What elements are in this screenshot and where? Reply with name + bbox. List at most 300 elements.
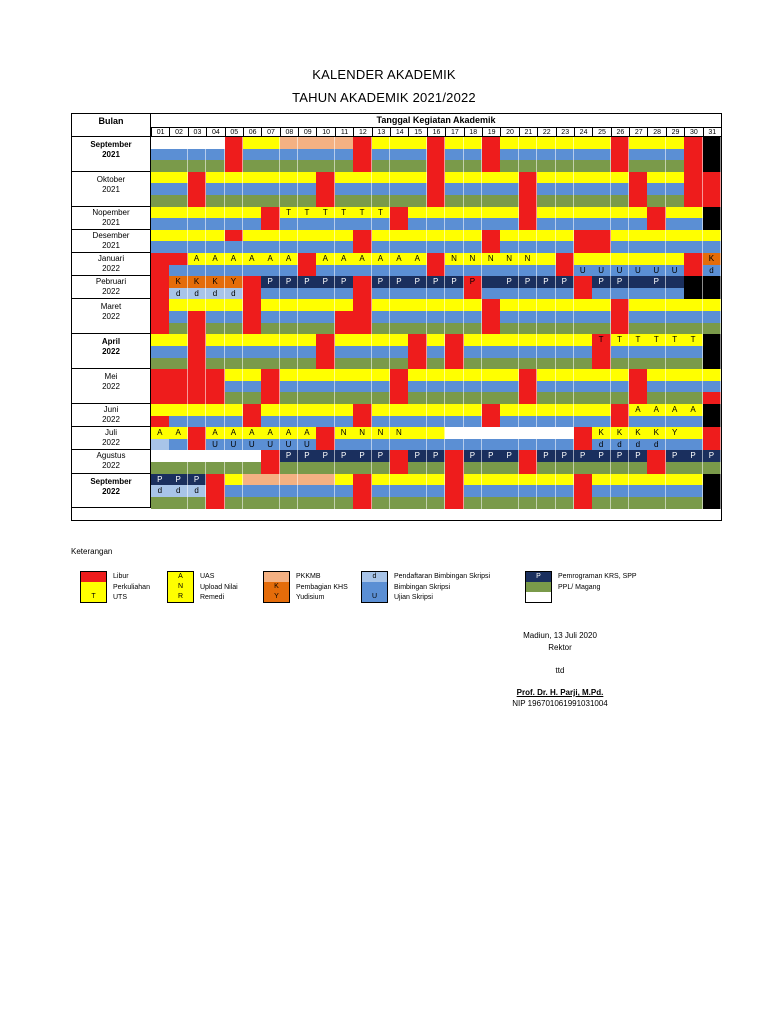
legend-label: UAS — [200, 573, 215, 580]
day-cell — [629, 183, 648, 195]
day-cell — [684, 253, 703, 265]
day-cell: K — [629, 427, 648, 439]
day-cell — [519, 392, 538, 404]
academic-calendar-grid — [71, 113, 722, 521]
day-cell — [703, 323, 722, 335]
day-cell — [611, 462, 630, 474]
day-cell — [225, 172, 244, 184]
day-cell — [666, 311, 685, 323]
day-cell — [592, 485, 611, 497]
day-cell — [537, 462, 556, 474]
day-cell — [482, 149, 501, 161]
day-cell — [298, 392, 317, 404]
day-cell — [353, 311, 372, 323]
day-header-13: 13 — [372, 127, 390, 137]
month-label — [72, 207, 151, 230]
day-cell — [390, 207, 409, 219]
day-header-03: 03 — [188, 127, 206, 137]
day-cell — [316, 462, 335, 474]
day-cell — [298, 265, 317, 277]
legend-heading: Keterangan — [71, 547, 113, 556]
day-cell: U — [666, 265, 685, 277]
day-cell — [390, 346, 409, 358]
day-cell — [316, 311, 335, 323]
day-cell: P — [280, 276, 299, 288]
day-cell — [408, 474, 427, 486]
day-cell — [372, 218, 391, 230]
day-cell — [335, 381, 354, 393]
day-cell — [206, 485, 225, 497]
day-cell — [537, 485, 556, 497]
month-label — [72, 474, 151, 509]
day-cell — [390, 404, 409, 416]
day-cell — [464, 265, 483, 277]
day-header-01: 01 — [151, 127, 169, 137]
day-cell — [188, 299, 207, 311]
day-cell — [335, 311, 354, 323]
day-cell: N — [353, 427, 372, 439]
day-cell — [261, 323, 280, 335]
day-cell — [243, 149, 262, 161]
day-cell — [684, 137, 703, 149]
day-cell — [335, 288, 354, 300]
day-cell — [225, 265, 244, 277]
day-cell — [445, 137, 464, 149]
day-cell — [408, 241, 427, 253]
day-cell — [445, 299, 464, 311]
day-cell — [427, 416, 446, 428]
day-cell — [592, 497, 611, 509]
day-cell — [280, 288, 299, 300]
day-cell — [537, 299, 556, 311]
day-cell: P — [647, 276, 666, 288]
day-cell — [169, 195, 188, 207]
day-cell — [151, 462, 170, 474]
day-cell — [298, 358, 317, 370]
day-cell — [519, 485, 538, 497]
month-year: 2021 — [102, 217, 120, 227]
day-cell — [629, 218, 648, 230]
day-cell: P — [445, 276, 464, 288]
day-cell — [537, 381, 556, 393]
day-cell: K — [647, 427, 666, 439]
day-cell: A — [206, 427, 225, 439]
day-cell — [280, 485, 299, 497]
day-cell — [243, 485, 262, 497]
day-header-25: 25 — [592, 127, 610, 137]
month-label — [72, 276, 151, 299]
day-cell — [684, 195, 703, 207]
day-header-20: 20 — [500, 127, 518, 137]
day-cell — [335, 137, 354, 149]
day-cell — [372, 311, 391, 323]
day-cell — [408, 462, 427, 474]
day-cell — [464, 160, 483, 172]
day-cell — [353, 381, 372, 393]
day-cell — [556, 485, 575, 497]
day-cell — [574, 288, 593, 300]
day-cell — [372, 230, 391, 242]
month-label — [72, 299, 151, 334]
day-cell — [574, 323, 593, 335]
day-header-24: 24 — [574, 127, 592, 137]
day-cell — [427, 474, 446, 486]
day-cell: P — [261, 276, 280, 288]
day-cell — [206, 265, 225, 277]
day-cell — [556, 381, 575, 393]
day-cell: N — [482, 253, 501, 265]
day-cell — [703, 381, 722, 393]
day-cell — [556, 404, 575, 416]
day-cell — [482, 288, 501, 300]
day-cell — [445, 323, 464, 335]
day-cell — [188, 427, 207, 439]
legend-label: Upload Nilai — [200, 583, 238, 591]
day-cell — [629, 381, 648, 393]
day-cell — [666, 172, 685, 184]
day-cell — [537, 392, 556, 404]
day-cell — [151, 392, 170, 404]
day-cell — [206, 172, 225, 184]
day-cell — [427, 253, 446, 265]
day-cell — [611, 323, 630, 335]
day-cell — [684, 288, 703, 300]
day-cell — [647, 288, 666, 300]
day-cell: N — [390, 427, 409, 439]
day-cell — [519, 149, 538, 161]
day-cell — [427, 323, 446, 335]
day-cell — [243, 474, 262, 486]
day-cell: U — [225, 439, 244, 451]
day-cell — [225, 160, 244, 172]
day-cell — [261, 497, 280, 509]
day-cell — [243, 137, 262, 149]
day-cell — [280, 299, 299, 311]
day-cell — [243, 416, 262, 428]
day-cell — [225, 218, 244, 230]
day-cell — [390, 241, 409, 253]
month-year: 2022 — [102, 414, 120, 424]
day-cell — [482, 474, 501, 486]
day-cell — [390, 172, 409, 184]
day-cell — [151, 358, 170, 370]
day-cell — [225, 137, 244, 149]
day-cell — [684, 218, 703, 230]
day-cell: T — [611, 334, 630, 346]
day-cell — [408, 485, 427, 497]
day-cell — [647, 474, 666, 486]
day-cell — [464, 346, 483, 358]
day-cell — [169, 207, 188, 219]
day-cell — [666, 149, 685, 161]
day-cell — [335, 358, 354, 370]
day-cell: U — [206, 439, 225, 451]
day-cell — [316, 497, 335, 509]
day-header-05: 05 — [225, 127, 243, 137]
day-cell — [169, 183, 188, 195]
day-cell — [390, 230, 409, 242]
day-cell — [427, 404, 446, 416]
day-cell — [353, 195, 372, 207]
day-cell — [206, 392, 225, 404]
day-cell — [188, 183, 207, 195]
day-cell — [408, 149, 427, 161]
day-cell — [372, 299, 391, 311]
day-cell — [537, 160, 556, 172]
day-cell — [500, 137, 519, 149]
day-cell — [151, 334, 170, 346]
day-cell — [372, 474, 391, 486]
day-cell — [445, 346, 464, 358]
day-cell — [280, 474, 299, 486]
day-cell: P — [519, 276, 538, 288]
day-cell — [445, 183, 464, 195]
day-cell — [611, 346, 630, 358]
day-cell — [280, 218, 299, 230]
day-cell — [464, 288, 483, 300]
day-cell — [390, 358, 409, 370]
day-cell — [427, 183, 446, 195]
day-cell — [298, 346, 317, 358]
day-cell — [408, 497, 427, 509]
day-header-23: 23 — [556, 127, 574, 137]
day-cell: P — [500, 276, 519, 288]
day-cell — [225, 207, 244, 219]
day-cell — [316, 149, 335, 161]
day-cell: d — [647, 439, 666, 451]
month-label — [72, 172, 151, 207]
day-cell — [537, 253, 556, 265]
day-cell — [427, 381, 446, 393]
day-cell — [500, 497, 519, 509]
day-cell — [519, 311, 538, 323]
legend-label: PPL/ Magang — [558, 583, 601, 591]
day-cell — [556, 230, 575, 242]
day-cell — [188, 450, 207, 462]
day-cell — [316, 427, 335, 439]
day-cell — [464, 439, 483, 451]
day-cell — [427, 288, 446, 300]
day-cell: P — [464, 450, 483, 462]
day-cell: d — [188, 288, 207, 300]
day-cell — [464, 311, 483, 323]
legend-label: Pembagian KHS — [296, 583, 348, 591]
legend-swatch — [263, 571, 290, 582]
day-cell — [629, 392, 648, 404]
day-header-02: 02 — [169, 127, 187, 137]
day-cell — [500, 288, 519, 300]
day-cell — [519, 404, 538, 416]
day-cell — [151, 416, 170, 428]
day-cell — [684, 183, 703, 195]
day-cell — [666, 241, 685, 253]
day-cell — [647, 416, 666, 428]
day-cell — [482, 323, 501, 335]
day-cell — [464, 485, 483, 497]
day-cell: d — [151, 485, 170, 497]
day-cell — [335, 299, 354, 311]
day-cell — [703, 404, 722, 416]
day-cell — [703, 149, 722, 161]
day-cell — [408, 404, 427, 416]
day-cell — [225, 323, 244, 335]
day-cell — [206, 346, 225, 358]
day-cell — [261, 334, 280, 346]
day-cell — [629, 358, 648, 370]
day-cell — [335, 346, 354, 358]
day-cell — [188, 369, 207, 381]
day-cell — [335, 265, 354, 277]
day-cell — [666, 416, 685, 428]
day-cell — [684, 497, 703, 509]
day-cell — [225, 381, 244, 393]
day-cell — [225, 299, 244, 311]
day-cell — [684, 299, 703, 311]
day-cell — [261, 392, 280, 404]
day-cell: P — [574, 450, 593, 462]
day-cell — [206, 207, 225, 219]
day-cell — [298, 288, 317, 300]
day-cell — [611, 172, 630, 184]
day-cell — [243, 299, 262, 311]
day-cell — [316, 137, 335, 149]
day-cell — [445, 149, 464, 161]
day-cell — [261, 207, 280, 219]
day-cell: U — [592, 265, 611, 277]
day-cell — [390, 462, 409, 474]
day-cell — [188, 404, 207, 416]
day-cell — [243, 497, 262, 509]
day-cell — [647, 241, 666, 253]
day-cell — [537, 358, 556, 370]
day-cell — [537, 183, 556, 195]
day-cell — [372, 334, 391, 346]
day-cell: A — [206, 253, 225, 265]
day-cell — [298, 253, 317, 265]
day-cell — [151, 381, 170, 393]
day-header-14: 14 — [390, 127, 408, 137]
day-cell — [298, 299, 317, 311]
day-cell — [316, 392, 335, 404]
day-cell — [169, 299, 188, 311]
day-cell — [647, 137, 666, 149]
day-cell: P — [316, 450, 335, 462]
day-cell — [427, 497, 446, 509]
legend-swatch: Y — [263, 592, 290, 603]
day-cell: A — [243, 427, 262, 439]
day-cell — [647, 346, 666, 358]
day-cell — [482, 311, 501, 323]
day-cell — [611, 381, 630, 393]
day-cell — [261, 485, 280, 497]
day-cell — [316, 485, 335, 497]
day-cell: T — [335, 207, 354, 219]
day-cell: T — [280, 207, 299, 219]
day-cell — [500, 323, 519, 335]
day-cell: P — [151, 474, 170, 486]
day-cell: T — [592, 334, 611, 346]
day-cell: P — [684, 450, 703, 462]
day-cell — [169, 253, 188, 265]
day-cell — [482, 439, 501, 451]
day-cell — [427, 369, 446, 381]
day-cell: N — [500, 253, 519, 265]
day-cell — [316, 299, 335, 311]
day-cell: A — [316, 253, 335, 265]
day-cell — [335, 462, 354, 474]
day-cell — [335, 439, 354, 451]
day-cell — [519, 334, 538, 346]
day-cell — [225, 404, 244, 416]
day-cell — [684, 439, 703, 451]
day-cell — [372, 404, 391, 416]
day-cell — [574, 392, 593, 404]
day-cell: P — [611, 450, 630, 462]
day-cell — [684, 323, 703, 335]
day-cell — [592, 149, 611, 161]
day-cell — [703, 416, 722, 428]
day-cell — [445, 334, 464, 346]
day-header-31: 31 — [703, 127, 721, 137]
day-cell — [188, 334, 207, 346]
day-cell — [408, 207, 427, 219]
day-cell — [151, 346, 170, 358]
day-cell — [427, 241, 446, 253]
day-cell — [666, 276, 685, 288]
month-year: 2022 — [102, 461, 120, 471]
day-cell — [151, 323, 170, 335]
day-cell — [666, 230, 685, 242]
day-cell — [556, 149, 575, 161]
day-cell — [225, 462, 244, 474]
day-cell — [280, 334, 299, 346]
day-cell — [482, 172, 501, 184]
day-cell — [592, 358, 611, 370]
day-cell — [261, 230, 280, 242]
day-cell — [408, 439, 427, 451]
day-cell — [519, 346, 538, 358]
day-cell — [225, 497, 244, 509]
day-cell: d — [169, 485, 188, 497]
day-cell: A — [408, 253, 427, 265]
day-cell: N — [372, 427, 391, 439]
day-cell — [629, 149, 648, 161]
day-cell — [519, 265, 538, 277]
day-cell — [666, 497, 685, 509]
day-cell — [464, 137, 483, 149]
day-cell — [611, 183, 630, 195]
day-cell — [647, 172, 666, 184]
day-cell — [206, 404, 225, 416]
month-name: April — [101, 337, 121, 347]
day-cell — [647, 160, 666, 172]
day-cell — [464, 462, 483, 474]
day-cell — [611, 392, 630, 404]
day-cell — [427, 299, 446, 311]
day-cell — [703, 299, 722, 311]
day-cell — [335, 485, 354, 497]
day-cell: A — [261, 427, 280, 439]
day-cell — [500, 160, 519, 172]
day-cell — [188, 416, 207, 428]
day-cell — [206, 358, 225, 370]
day-cell — [629, 323, 648, 335]
day-cell — [427, 172, 446, 184]
day-cell — [390, 149, 409, 161]
day-cell — [574, 404, 593, 416]
day-cell — [445, 288, 464, 300]
day-cell — [537, 439, 556, 451]
